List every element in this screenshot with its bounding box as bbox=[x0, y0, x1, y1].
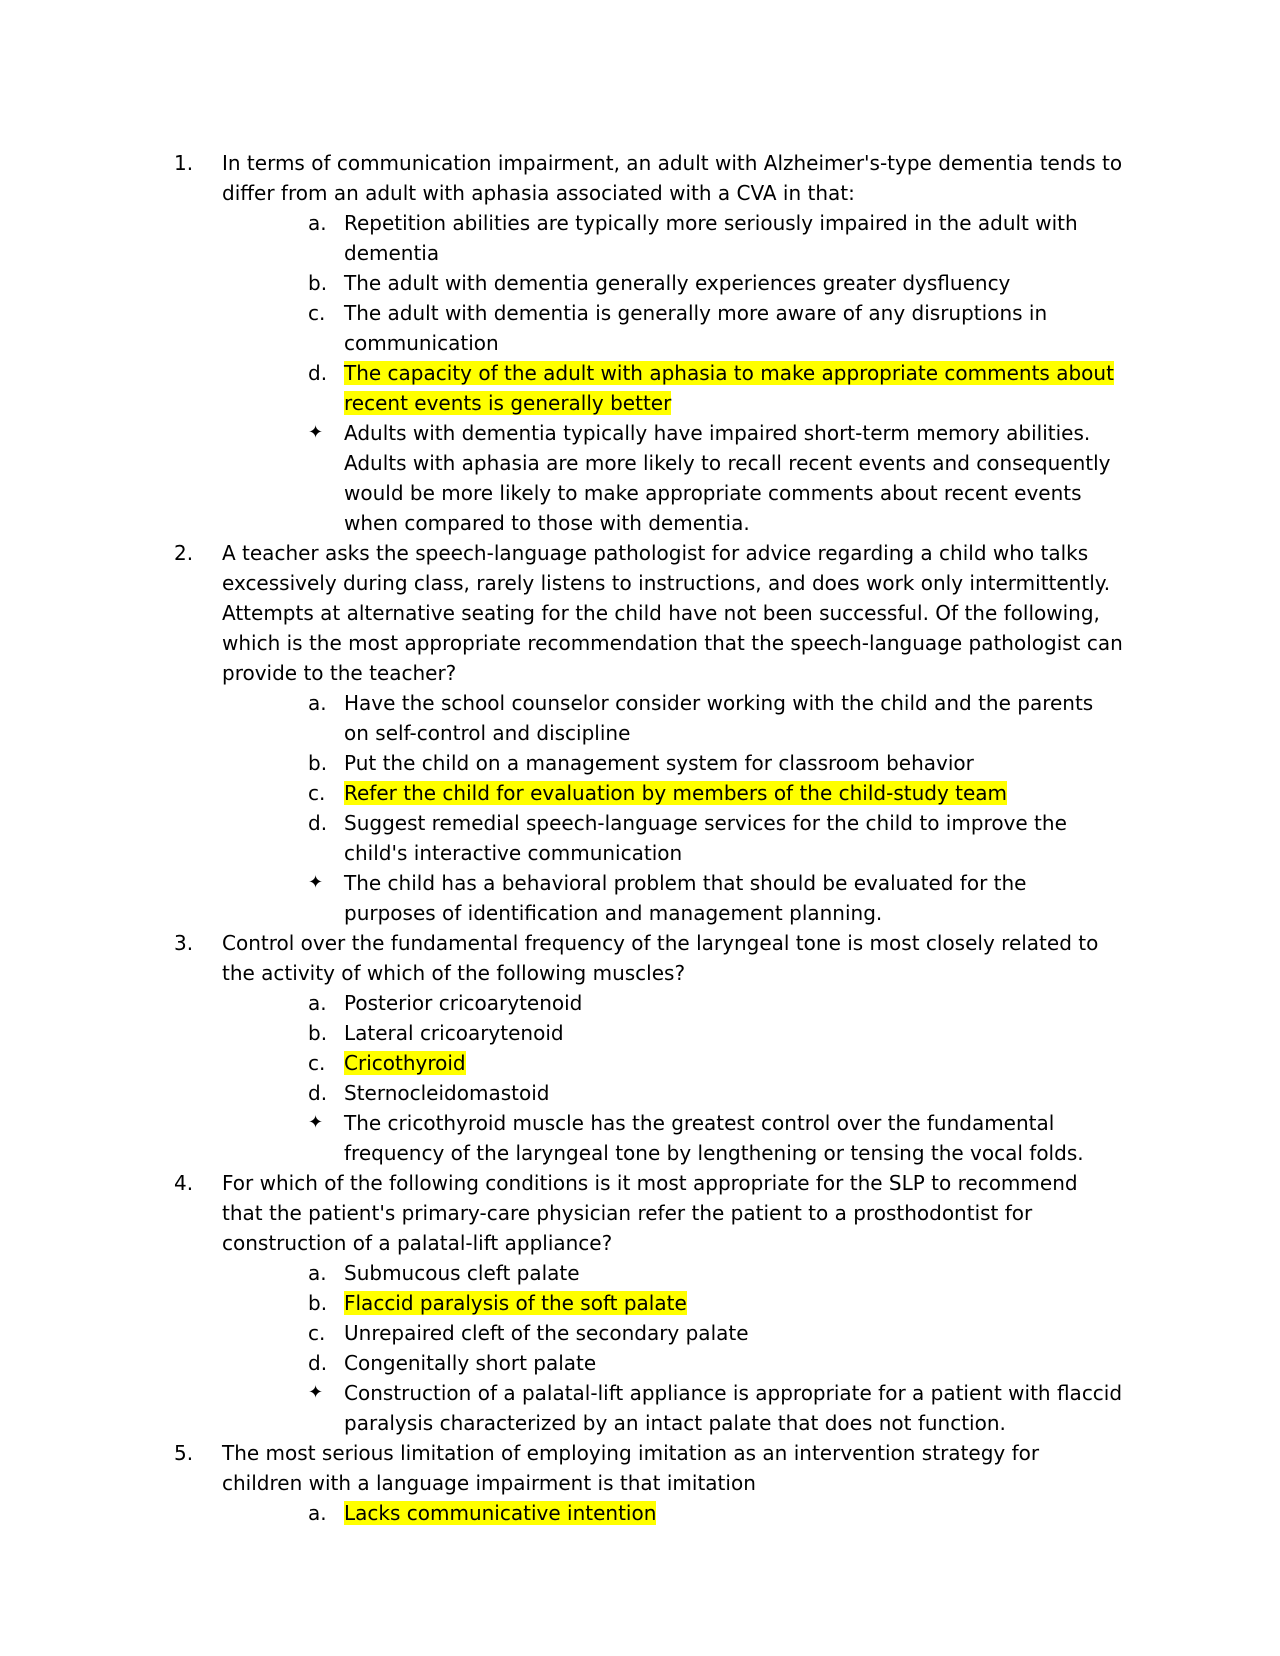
question-1 bbox=[174, 148, 1124, 538]
star-bullet-icon: ✦ bbox=[308, 1112, 324, 1133]
question-stem: In terms of communication impairment, an adult with Alzheimer's-type dementia tends to differ from an adult with aphasia associated with a CVA in that: bbox=[222, 151, 1123, 205]
option-text: The adult with dementia generally experiences greater dysfluency bbox=[344, 271, 1011, 295]
rationale bbox=[222, 868, 1124, 928]
highlighted-answer-text: Refer the child for evaluation by members of the child-study team bbox=[344, 781, 1008, 805]
question-4 bbox=[174, 1168, 1124, 1438]
rationale bbox=[222, 418, 1124, 538]
option-d bbox=[222, 1348, 1124, 1378]
highlighted-answer-text: The capacity of the adult with aphasia to make appropriate comments about recent events is generally better bbox=[344, 361, 1114, 415]
option-label: c. bbox=[308, 1321, 326, 1345]
option-a bbox=[222, 1258, 1124, 1288]
option-c bbox=[222, 298, 1124, 358]
option-label: b. bbox=[308, 751, 328, 775]
option-label: d. bbox=[308, 811, 328, 835]
option-text: Have the school counselor consider working with the child and the parents on self-control and discipline bbox=[344, 691, 1094, 745]
option-text: Put the child on a management system for classroom behavior bbox=[344, 751, 974, 775]
highlighted-answer-text: Cricothyroid bbox=[344, 1051, 466, 1075]
option-text: The adult with dementia is generally more aware of any disruptions in communication bbox=[344, 301, 1048, 355]
question-number: 3. bbox=[174, 931, 194, 955]
option-d bbox=[222, 1078, 1124, 1108]
option-a bbox=[222, 688, 1124, 748]
option-label: a. bbox=[308, 1501, 327, 1525]
option-label: c. bbox=[308, 301, 326, 325]
option-list bbox=[222, 208, 1124, 538]
option-label: b. bbox=[308, 1291, 328, 1315]
option-text: Suggest remedial speech-language services for the child to improve the child's interactive communication bbox=[344, 811, 1067, 865]
option-label: b. bbox=[308, 271, 328, 295]
option-a bbox=[222, 988, 1124, 1018]
option-text: Posterior cricoarytenoid bbox=[344, 991, 583, 1015]
rationale-text: Construction of a palatal-lift appliance is appropriate for a patient with flaccid paralysis characterized by an intact palate that does not function. bbox=[344, 1381, 1123, 1435]
option-d-correct bbox=[222, 358, 1124, 418]
option-list bbox=[222, 688, 1124, 928]
option-label: a. bbox=[308, 1261, 327, 1285]
option-label: d. bbox=[308, 1351, 328, 1375]
rationale-text: The child has a behavioral problem that should be evaluated for the purposes of identification and management planning. bbox=[344, 871, 1027, 925]
option-c bbox=[222, 1318, 1124, 1348]
option-text: Submucous cleft palate bbox=[344, 1261, 580, 1285]
rationale-text: Adults with dementia typically have impaired short-term memory abilities. Adults with aphasia are more likely to recall recent events and consequently would be more likely to make appropriate comments about recent events when compared to those with dementia. bbox=[344, 421, 1111, 535]
rationale bbox=[222, 1378, 1124, 1438]
option-label: c. bbox=[308, 1051, 326, 1075]
star-bullet-icon: ✦ bbox=[308, 872, 324, 893]
option-a bbox=[222, 208, 1124, 268]
option-c-correct bbox=[222, 778, 1124, 808]
question-stem: The most serious limitation of employing imitation as an intervention strategy for children with a language impairment is that imitation bbox=[222, 1441, 1040, 1495]
option-label: a. bbox=[308, 211, 327, 235]
option-list bbox=[222, 1258, 1124, 1438]
rationale-text: The cricothyroid muscle has the greatest control over the fundamental frequency of the laryngeal tone by lengthening or tensing the vocal folds. bbox=[344, 1111, 1084, 1165]
question-stem: A teacher asks the speech-language pathologist for advice regarding a child who talks excessively during class, rarely listens to instructions, and does work only intermittently. Attempts at alternative seating for the child have not been successful. Of the following, which is the most appropriate recommendation that the speech-language pathologist can provide to the teacher? bbox=[222, 541, 1123, 685]
option-list bbox=[222, 1498, 1124, 1528]
question-stem: Control over the fundamental frequency of the laryngeal tone is most closely related to the activity of which of the following muscles? bbox=[222, 931, 1099, 985]
option-c-correct bbox=[222, 1048, 1124, 1078]
option-text: Unrepaired cleft of the secondary palate bbox=[344, 1321, 749, 1345]
question-list bbox=[174, 148, 1124, 1528]
question-number: 5. bbox=[174, 1441, 194, 1465]
question-number: 2. bbox=[174, 541, 194, 565]
question-5 bbox=[174, 1438, 1124, 1528]
question-number: 4. bbox=[174, 1171, 194, 1195]
option-label: d. bbox=[308, 361, 328, 385]
option-d bbox=[222, 808, 1124, 868]
option-label: b. bbox=[308, 1021, 328, 1045]
question-number: 1. bbox=[174, 151, 194, 175]
option-b bbox=[222, 268, 1124, 298]
option-label: a. bbox=[308, 991, 327, 1015]
option-text: Lateral cricoarytenoid bbox=[344, 1021, 564, 1045]
highlighted-answer-text: Lacks communicative intention bbox=[344, 1501, 657, 1525]
star-bullet-icon: ✦ bbox=[308, 1382, 324, 1403]
option-text: Repetition abilities are typically more seriously impaired in the adult with dementia bbox=[344, 211, 1078, 265]
option-label: c. bbox=[308, 781, 326, 805]
option-label: d. bbox=[308, 1081, 328, 1105]
option-text: Sternocleidomastoid bbox=[344, 1081, 550, 1105]
question-2 bbox=[174, 538, 1124, 928]
option-b-correct bbox=[222, 1288, 1124, 1318]
star-bullet-icon: ✦ bbox=[308, 422, 324, 443]
highlighted-answer-text: Flaccid paralysis of the soft palate bbox=[344, 1291, 687, 1315]
option-text: Congenitally short palate bbox=[344, 1351, 597, 1375]
option-b bbox=[222, 1018, 1124, 1048]
question-3 bbox=[174, 928, 1124, 1168]
option-label: a. bbox=[308, 691, 327, 715]
option-a-correct bbox=[222, 1498, 1124, 1528]
question-stem: For which of the following conditions is it most appropriate for the SLP to recommend that the patient's primary-care physician refer the patient to a prosthodontist for construction of a palatal-lift appliance? bbox=[222, 1171, 1078, 1255]
option-b bbox=[222, 748, 1124, 778]
option-list bbox=[222, 988, 1124, 1168]
rationale bbox=[222, 1108, 1124, 1168]
